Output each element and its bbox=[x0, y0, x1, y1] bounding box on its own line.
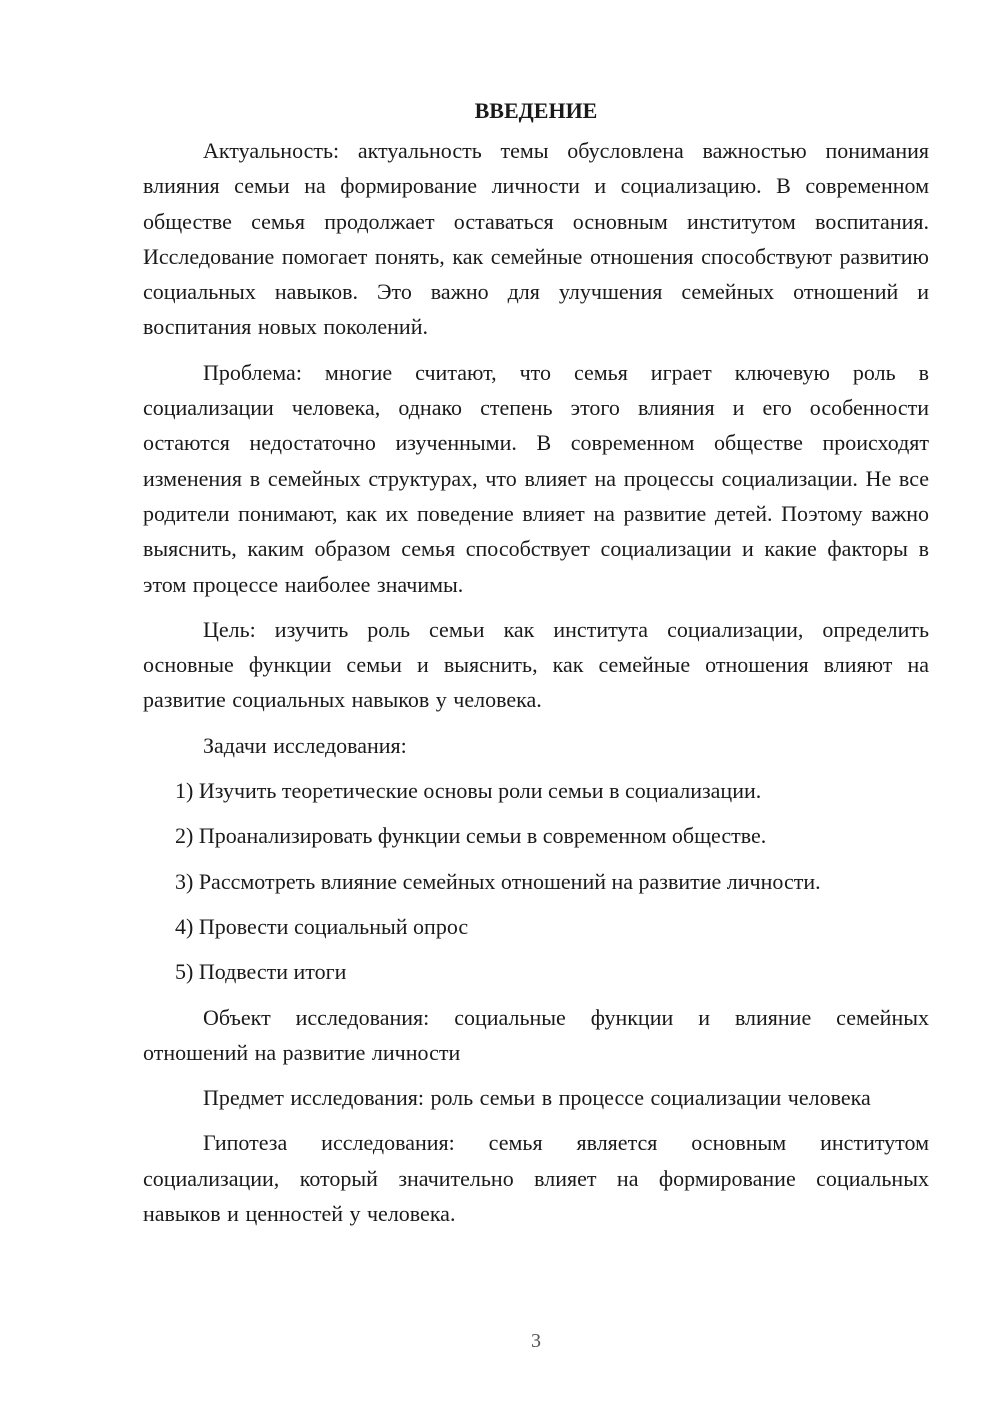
list-item: 5) Подвести итоги bbox=[175, 959, 347, 985]
object-paragraph: Объект исследования: социальные функции и влияние семейных отношений на развитие личности bbox=[143, 1004, 929, 1065]
hypothesis-paragraph: Гипотеза исследования: семья является основным институтом социализации, который значительно влияет на формирование социальных навыков и ценностей у человека. bbox=[143, 1130, 929, 1227]
list-item: 2) Проанализировать функции семьи в современном обществе. bbox=[175, 823, 767, 849]
document-page bbox=[143, 92, 929, 1241]
tasks-heading: Задачи исследования: bbox=[203, 732, 407, 758]
relevance-paragraph: Актуальность: актуальность темы обусловлена важностью понимания влияния семьи на формирование личности и социализацию. В современном обществе семья продолжает оставаться основным институтом воспитания. Исследование помогает понять, как семейные отношения способствуют развитию социальных навыков. Это важно для улучшения семейных отношений и воспитания новых поколений. bbox=[143, 138, 929, 340]
list-item: 4) Провести социальный опрос bbox=[175, 913, 469, 939]
list-item: 3) Рассмотреть влияние семейных отношений на развитие личности. bbox=[175, 868, 821, 894]
list-item: 1) Изучить теоретические основы роли семьи в социализации. bbox=[175, 778, 762, 804]
page-number: 3 bbox=[531, 1330, 541, 1352]
goal-paragraph: Цель: изучить роль семьи как института социализации, определить основные функции семьи и выяснить, как семейные отношения влияют на развитие социальных навыков у человека. bbox=[143, 616, 929, 713]
tasks-list bbox=[143, 773, 929, 989]
page-title: ВВЕДЕНИЕ bbox=[474, 98, 598, 123]
problem-paragraph: Проблема: многие считают, что семья играет ключевую роль в социализации человека, однако степень этого влияния и его особенности остаются недостаточно изученными. В современном обществе происходят изменения в семейных структурах, что влияет на процессы социализации. Не все родители понимают, как их поведение влияет на развитие детей. Поэтому важно выяснить, каким образом семья способствует социализации и какие факторы в этом процессе наиболее значимы. bbox=[143, 359, 929, 597]
subject-paragraph: Предмет исследования: роль семьи в процессе социализации человека bbox=[203, 1085, 871, 1111]
